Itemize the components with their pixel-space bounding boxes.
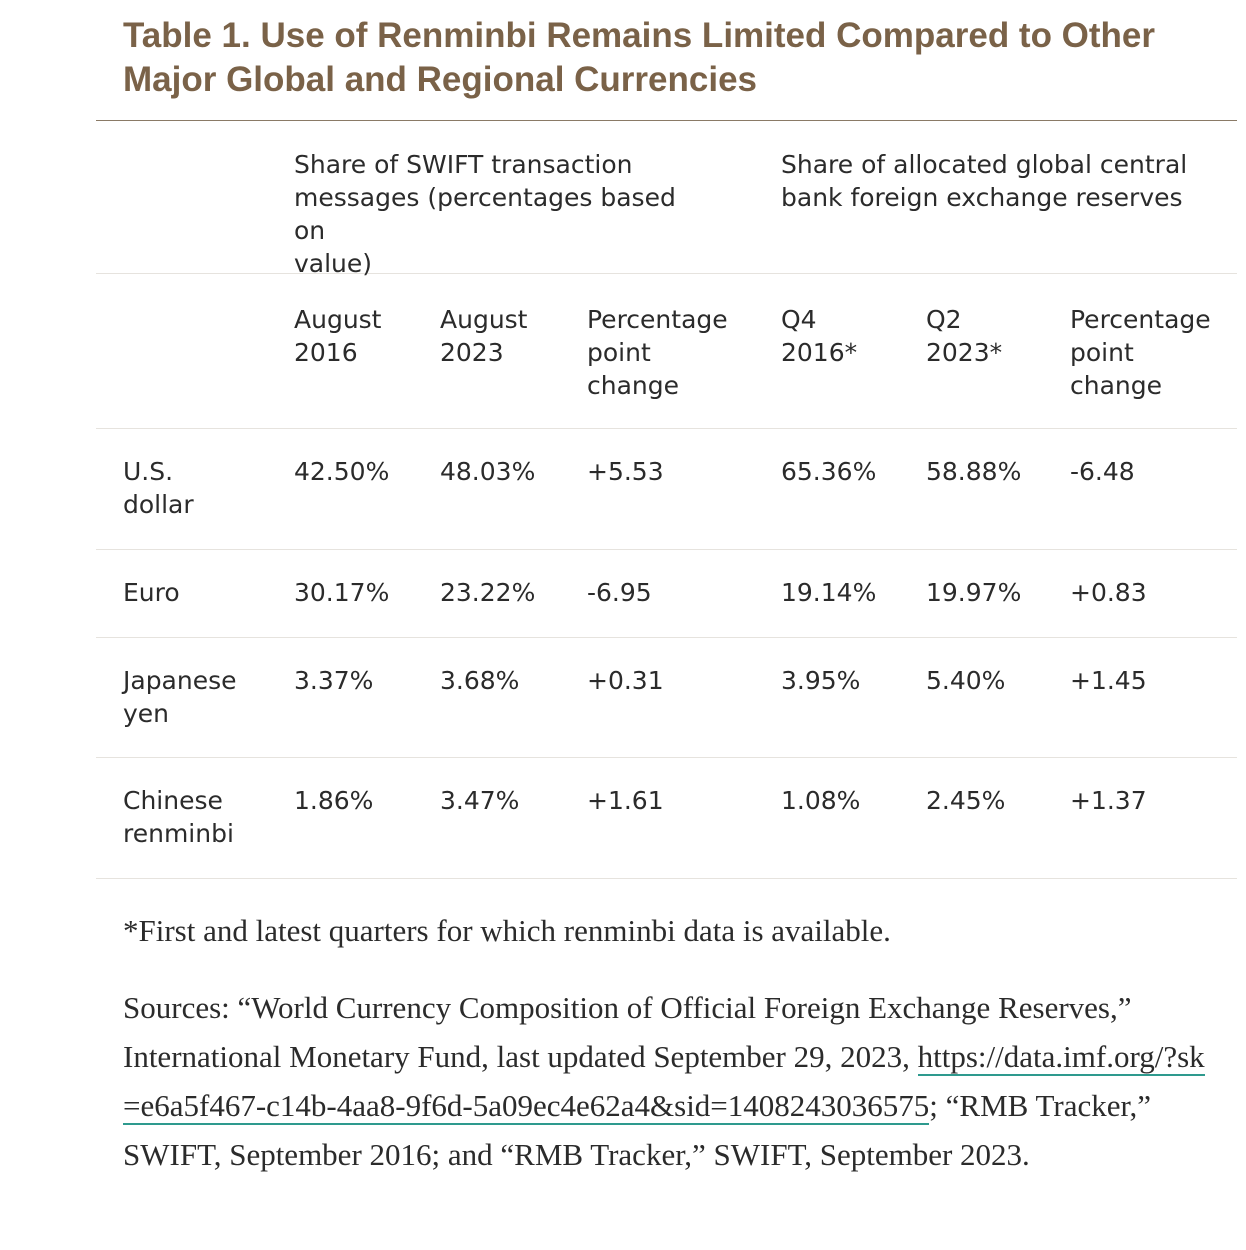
- table-cell: 58.88%: [926, 457, 1022, 486]
- table-cell: -6.95: [587, 578, 652, 607]
- table-cell: +1.45: [1070, 666, 1147, 695]
- imf-data-link[interactable]: https://data.imf.org/?sk=e6a5f467-c14b-4aa8-9f6d-5a09ec4e62a4&sid=1408243036575: [123, 1039, 1205, 1123]
- table-cell: 19.14%: [781, 578, 877, 607]
- table-notes: [123, 906, 1213, 1179]
- row-label: Euro: [123, 578, 180, 607]
- row-label: U.S. dollar: [123, 457, 194, 519]
- footnote: *First and latest quarters for which renminbi data is available.: [123, 913, 891, 948]
- table-cell: 5.40%: [926, 666, 1006, 695]
- column-header: Percentage point change: [1070, 305, 1211, 400]
- table-row: [96, 758, 1237, 879]
- table-cell: -6.48: [1070, 457, 1135, 486]
- table-cell: 3.37%: [294, 666, 374, 695]
- group-header-reserves: Share of allocated global central bank foreign exchange reserves: [781, 150, 1188, 212]
- sources-suffix: ; “RMB Tracker,” SWIFT, September 2016; and “RMB Tracker,” SWIFT, September 2023.: [123, 1088, 1152, 1172]
- group-header-swift: Share of SWIFT transaction messages (percentages based on value): [294, 150, 676, 278]
- table-cell: 42.50%: [294, 457, 390, 486]
- column-header: Percentage point change: [587, 305, 728, 400]
- table-cell: 30.17%: [294, 578, 390, 607]
- table-cell: +0.31: [587, 666, 664, 695]
- table-cell: +1.61: [587, 786, 664, 815]
- column-header: Q4 2016*: [781, 305, 858, 367]
- sources-note: [123, 983, 1213, 1179]
- table-row: [96, 638, 1237, 758]
- row-label: Japanese yen: [123, 666, 237, 728]
- table-cell: 23.22%: [440, 578, 536, 607]
- table-cell: +0.83: [1070, 578, 1147, 607]
- table-cell: 65.36%: [781, 457, 877, 486]
- table-cell: 1.86%: [294, 786, 374, 815]
- table-cell: 48.03%: [440, 457, 536, 486]
- column-header: August 2016: [294, 305, 382, 367]
- sources-prefix: Sources: “World Currency Composition of Official Foreign Exchange Reserves,” International Monetary Fund, last updated September 29, 2023,: [123, 990, 1132, 1074]
- column-header: Q2 2023*: [926, 305, 1003, 367]
- table-row: [96, 429, 1237, 550]
- table-cell: 3.47%: [440, 786, 520, 815]
- column-header-row: [96, 274, 1237, 429]
- group-header-row: [96, 121, 1237, 278]
- table-title: Table 1. Use of Renminbi Remains Limited Compared to Other Major Global and Regional Currencies: [123, 16, 1156, 99]
- table-cell: 3.95%: [781, 666, 861, 695]
- column-header: August 2023: [440, 305, 528, 367]
- table-cell: +1.37: [1070, 786, 1147, 815]
- row-label: Chinese renminbi: [123, 786, 234, 848]
- table-cell: 19.97%: [926, 578, 1022, 607]
- table-row: [96, 550, 1237, 638]
- currency-table: [96, 121, 1237, 879]
- table-cell: 2.45%: [926, 786, 1006, 815]
- table-cell: +5.53: [587, 457, 664, 486]
- table-cell: 1.08%: [781, 786, 861, 815]
- table-cell: 3.68%: [440, 666, 520, 695]
